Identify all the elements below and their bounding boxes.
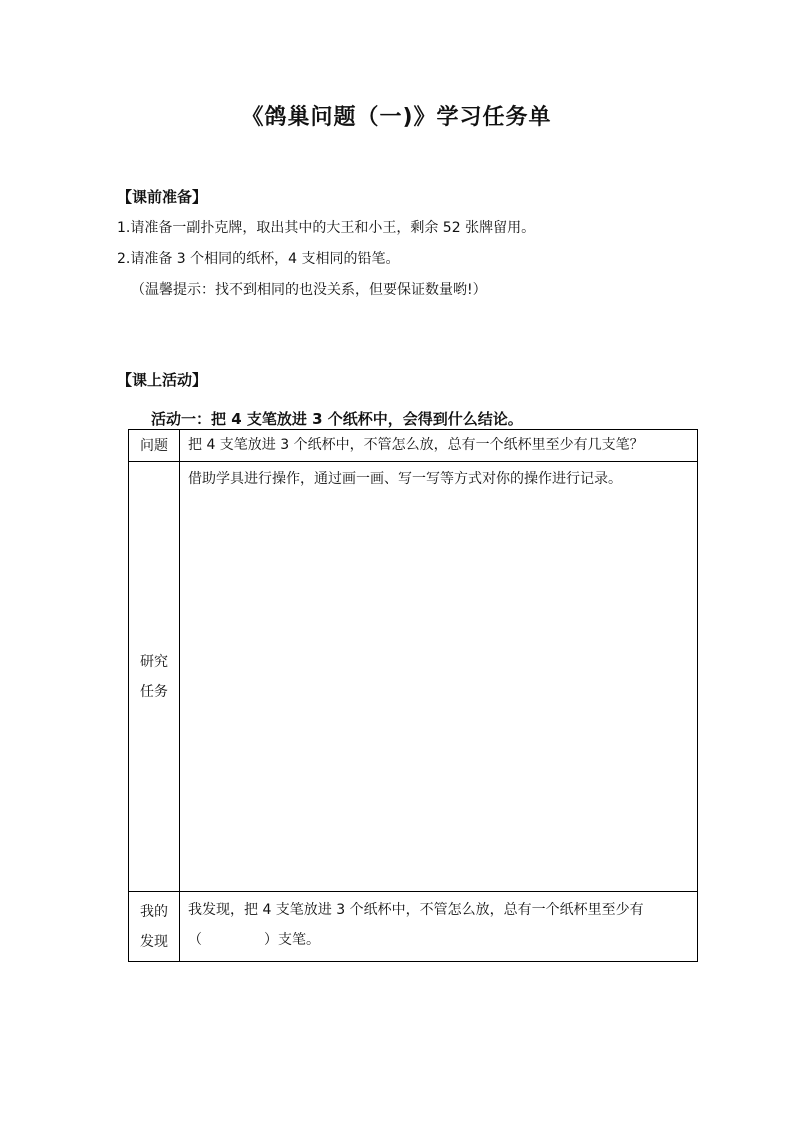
finding-text: 我发现，把 4 支笔放进 3 个纸杯中，不管怎么放，总有一个纸杯里至少有 [188, 902, 644, 918]
question-text: 把 4 支笔放进 3 个纸杯中，不管怎么放，总有一个纸杯里至少有几支笔？ [180, 430, 698, 462]
research-label [129, 462, 180, 892]
table-row-question [129, 430, 698, 462]
table-row-finding [129, 892, 698, 962]
finding-content [180, 892, 698, 962]
pre-class-item-1: 1.请准备一副扑克牌，取出其中的大王和小王，剩余 52 张牌留用。 [117, 220, 536, 236]
research-label-line2: 任务 [140, 683, 168, 700]
finding-label-line1: 我的 [140, 903, 168, 920]
pre-class-tip: （温馨提示：找不到相同的也没关系，但要保证数量哟!） [131, 282, 487, 298]
finding-suffix: 支笔。 [278, 932, 320, 948]
research-label-line1: 研究 [140, 653, 168, 670]
finding-answer-line [188, 925, 689, 955]
pre-class-item-2: 2.请准备 3 个相同的纸杯，4 支相同的铅笔。 [117, 251, 400, 267]
research-area[interactable] [180, 462, 698, 892]
question-label: 问题 [129, 430, 180, 462]
finding-label [129, 892, 180, 962]
pre-class-heading: 【课前准备】 [117, 188, 208, 206]
table-row-research [129, 462, 698, 892]
in-class-heading: 【课上活动】 [117, 371, 208, 389]
finding-label-line2: 发现 [140, 933, 168, 950]
finding-blank-close: ） [264, 932, 278, 948]
page-title: 《鸽巢问题（一)》学习任务单 [241, 105, 552, 130]
activity-one-title: 活动一：把 4 支笔放进 3 个纸杯中，会得到什么结论。 [151, 410, 523, 428]
research-instruction: 借助学具进行操作，通过画一画、写一写等方式对你的操作进行记录。 [188, 471, 622, 487]
finding-blank-open: （ [188, 932, 202, 948]
task-table [128, 429, 698, 962]
